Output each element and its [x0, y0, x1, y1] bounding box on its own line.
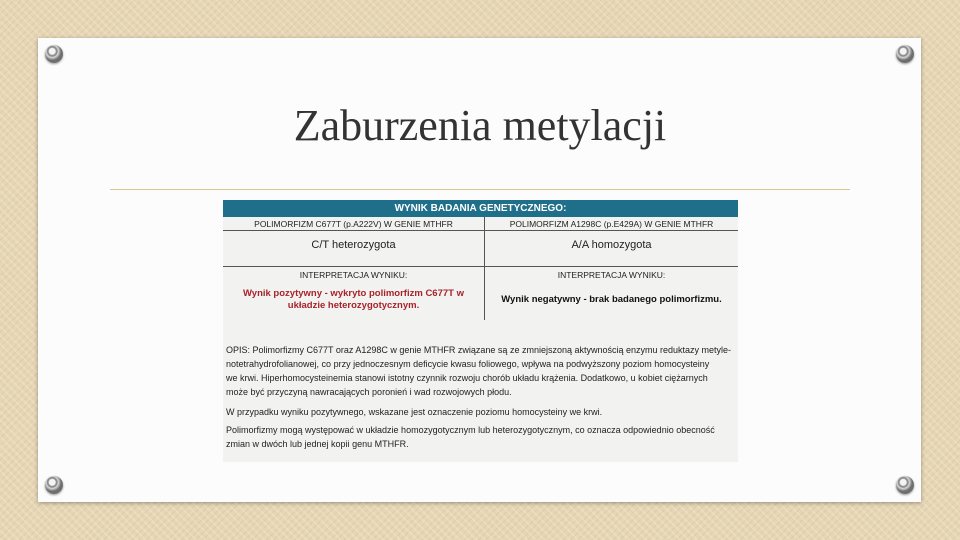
- right-interpretation: Wynik negatywny - brak badanego polimorfizmu.: [501, 294, 722, 305]
- left-heading: POLIMORFIZM C677T (p.A222V) W GENIE MTHFR: [254, 219, 453, 229]
- rivet-icon: [896, 476, 914, 494]
- document-header: WYNIK BADANIA GENETYCZNEGO:: [223, 200, 738, 217]
- rivet-icon: [45, 45, 63, 63]
- right-heading: POLIMORFIZM A1298C (p.E429A) W GENIE MTHFR: [509, 219, 714, 229]
- description-line: OPIS: Polimorfizmy C677T oraz A1298C w genie MTHFR związane są ze zmniejszoną aktywnością enzymu reduktazy metyle-: [226, 345, 732, 355]
- left-interpretation-line: układzie heterozygotycznym.: [287, 300, 420, 311]
- description-line: Polimorfizmy mogą występować w układzie homozygotycznym lub heterozygotycznym, co oznacza odpowiednio obecność: [226, 425, 715, 435]
- right-result: A/A homozygota: [571, 239, 652, 251]
- genetic-test-image: [223, 200, 738, 462]
- description-text: [223, 345, 738, 449]
- left-interpretation: [223, 288, 484, 312]
- description-line: może być przyczyną nawracających poronień i wad rozwojowych płodu.: [226, 387, 512, 397]
- rivet-icon: [896, 45, 914, 63]
- row-divider: [223, 230, 738, 231]
- description-line: we krwi. Hiperhomocysteinemia stanowi istotny czynnik rozwoju chorób układu krążenia. Dodatkowo, u kobiet ciężarnych: [226, 373, 708, 383]
- left-interpretation-label: INTERPRETACJA WYNIKU:: [299, 270, 408, 280]
- left-result: C/T heterozygota: [311, 239, 396, 251]
- description-line: zmian w dwóch lub jednej kopii genu MTHFR.: [226, 439, 409, 449]
- description-line: W przypadku wyniku pozytywnego, wskazane jest oznaczenie poziomu homocysteiny we krwi.: [226, 407, 603, 417]
- right-interpretation-label: INTERPRETACJA WYNIKU:: [557, 270, 666, 280]
- slide-title: Zaburzenia metylacji: [293, 101, 667, 150]
- left-interpretation-line: Wynik pozytywny - wykryto polimorfizm C677T w: [242, 288, 464, 299]
- rivet-icon: [45, 476, 63, 494]
- title-divider: [110, 189, 850, 190]
- description-line: notetrahydrofolianowej, co przy jednoczesnym deficycie kwasu foliowego, wpływa na podwyższony poziom homocysteiny: [226, 359, 710, 369]
- row-divider: [223, 266, 738, 267]
- results-table: [223, 217, 738, 320]
